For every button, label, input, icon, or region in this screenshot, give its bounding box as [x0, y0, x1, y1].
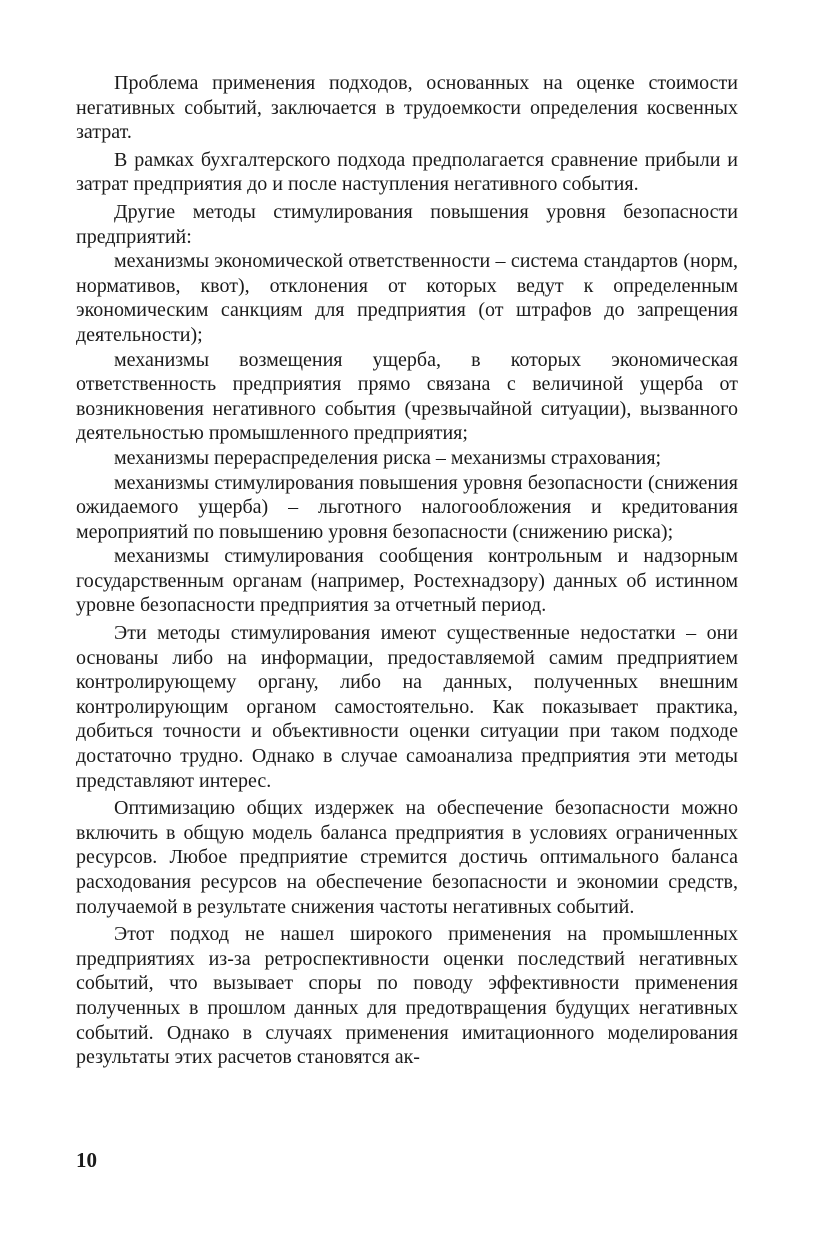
paragraph-method-drawbacks: Эти методы стимулирования имеют существенные недостатки – они основаны либо на информации, предоставляемой самим предприятием контролирующему органу, либо на данных, полученных внешним контролирующим органом самостоятельно. Как показывает практика, добиться точности и объективности оценки ситуации при таком подходе достаточно трудно. Однако в случае самоанализа предприятия эти методы представляют интерес.	[76, 622, 738, 792]
paragraph-cost-approach-problem: Проблема применения подходов, основанных на оценке стоимости негативных событий, заключается в трудоемкости определения косвенных затрат.	[76, 72, 738, 144]
paragraph-cost-optimization: Оптимизацию общих издержек на обеспечение безопасности можно включить в общую модель баланса предприятия в условиях ограниченных ресурсов. Любое предприятие стремится достичь оптимального баланса расходования ресурсов на обеспечение безопасности и экономии средств, получаемой в результате снижения частоты негативных событий.	[76, 797, 738, 918]
list-item-safety-incentives: механизмы стимулирования повышения уровня безопасности (снижения ожидаемого ущерба) – льготного налогообложения и кредитования мероприятий по повышению уровня безопасности (снижению риска);	[76, 471, 738, 543]
list-item-damage-compensation: механизмы возмещения ущерба, в которых экономическая ответственность предприятия прямо связана с величиной ущерба от возникновения негативного события (чрезвычайной ситуации), вызванного деятельностью промышленного предприятия;	[76, 348, 738, 445]
paragraph-retrospective-approach: Этот подход не нашел широкого применения на промышленных предприятиях из-за ретроспективности оценки последствий негативных событий, что вызывает споры по поводу эффективности применения полученных в прошлом данных для предотвращения будущих негативных событий. Однако в случаях применения имитационного моделирования результаты этих расчетов становятся ак-	[76, 923, 738, 1069]
list-item-reporting-incentives: механизмы стимулирования сообщения контрольным и надзорным государственным органам (например, Ростехнадзору) данных об истинном уровне безопасности предприятия за отчетный период.	[76, 545, 738, 617]
paragraph-accounting-approach: В рамках бухгалтерского подхода предполагается сравнение прибыли и затрат предприятия до и после наступления негативного события.	[76, 148, 738, 196]
list-item-risk-redistribution: механизмы перераспределения риска – механизмы страхования;	[114, 446, 662, 469]
page-number: 10	[76, 1148, 97, 1172]
list-item-economic-responsibility: механизмы экономической ответственности – система стандартов (норм, нормативов, квот), отклонения от которых ведут к определенным экономическим санкциям для предприятия (от штрафов до запрещения деятельности);	[76, 250, 738, 346]
page-body	[76, 71, 738, 1070]
paragraph-other-methods-intro: Другие методы стимулирования повышения уровня безопасности предприятий:	[76, 200, 738, 248]
